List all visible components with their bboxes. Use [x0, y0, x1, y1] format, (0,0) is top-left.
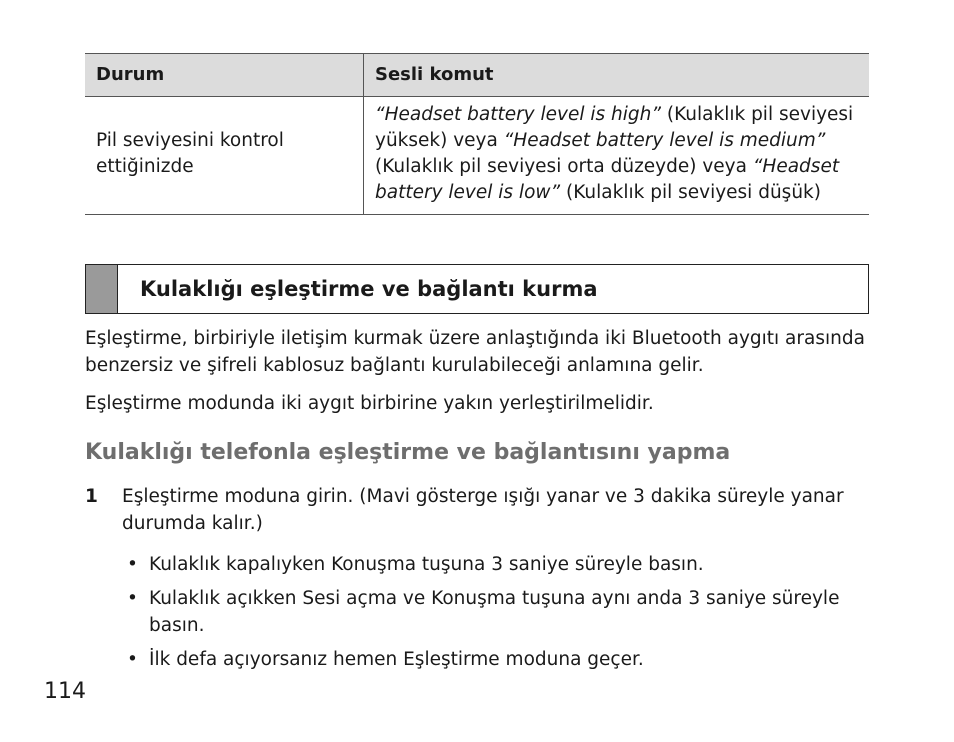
command-phrase-low: “Headset battery level is low”	[375, 156, 840, 203]
table-header-condition: Durum	[85, 54, 364, 97]
list-item-text: İlk defa açıyorsanız hemen Eşleştirme moduna geçer.	[149, 649, 644, 670]
subheading: Kulaklığı telefonla eşleştirme ve bağlantısını yapma	[85, 440, 731, 465]
table-header-voice-command: Sesli komut	[364, 54, 870, 97]
table-row	[85, 97, 869, 215]
intro-paragraph: Eşleştirme, birbiriyle iletişim kurmak üzere anlaştığında iki Bluetooth aygıtı arasında benzersiz ve şifreli kablosuz bağlantı kurulabileceği anlamına gelir.	[85, 328, 865, 376]
list-item-text: Kulaklık açıkken Sesi açma ve Konuşma tuşuna aynı anda 3 saniye süreyle basın.	[149, 588, 840, 636]
bullet-dot: •	[127, 588, 138, 609]
bullet-dot: •	[127, 554, 138, 575]
command-phrase-medium: “Headset battery level is medium”	[503, 130, 826, 151]
list-item	[122, 551, 872, 578]
command-translation-medium: (Kulaklık pil seviyesi orta düzeyde) veya	[375, 156, 753, 177]
list-item	[122, 646, 872, 673]
step-number: 1	[85, 486, 98, 507]
step-text: Eşleştirme moduna girin. (Mavi gösterge ışığı yanar ve 3 dakika süreyle yanar durumda kalır.)	[122, 486, 844, 534]
table-cell-condition: Pil seviyesini kontrol ettiğinizde	[85, 97, 364, 215]
command-translation-high: (Kulaklık pil seviyesi yüksek) veya	[375, 104, 854, 151]
page-number: 114	[44, 679, 86, 704]
section-marker	[86, 265, 118, 313]
proximity-paragraph: Eşleştirme modunda iki aygıt birbirine yakın yerleştirilmelidir.	[85, 393, 654, 414]
table-header-row	[85, 54, 869, 97]
bullet-list	[122, 551, 872, 680]
section-header	[85, 264, 869, 314]
table-cell-voice-command	[364, 97, 870, 215]
command-translation-low: (Kulaklık pil seviyesi düşük)	[560, 182, 821, 203]
list-item	[122, 585, 872, 639]
bullet-dot: •	[127, 649, 138, 670]
voice-command-table	[85, 53, 869, 215]
list-item-text: Kulaklık kapalıyken Konuşma tuşuna 3 saniye süreyle basın.	[149, 554, 704, 575]
command-phrase-high: “Headset battery level is high”	[375, 104, 661, 125]
section-title: Kulaklığı eşleştirme ve bağlantı kurma	[140, 277, 598, 301]
